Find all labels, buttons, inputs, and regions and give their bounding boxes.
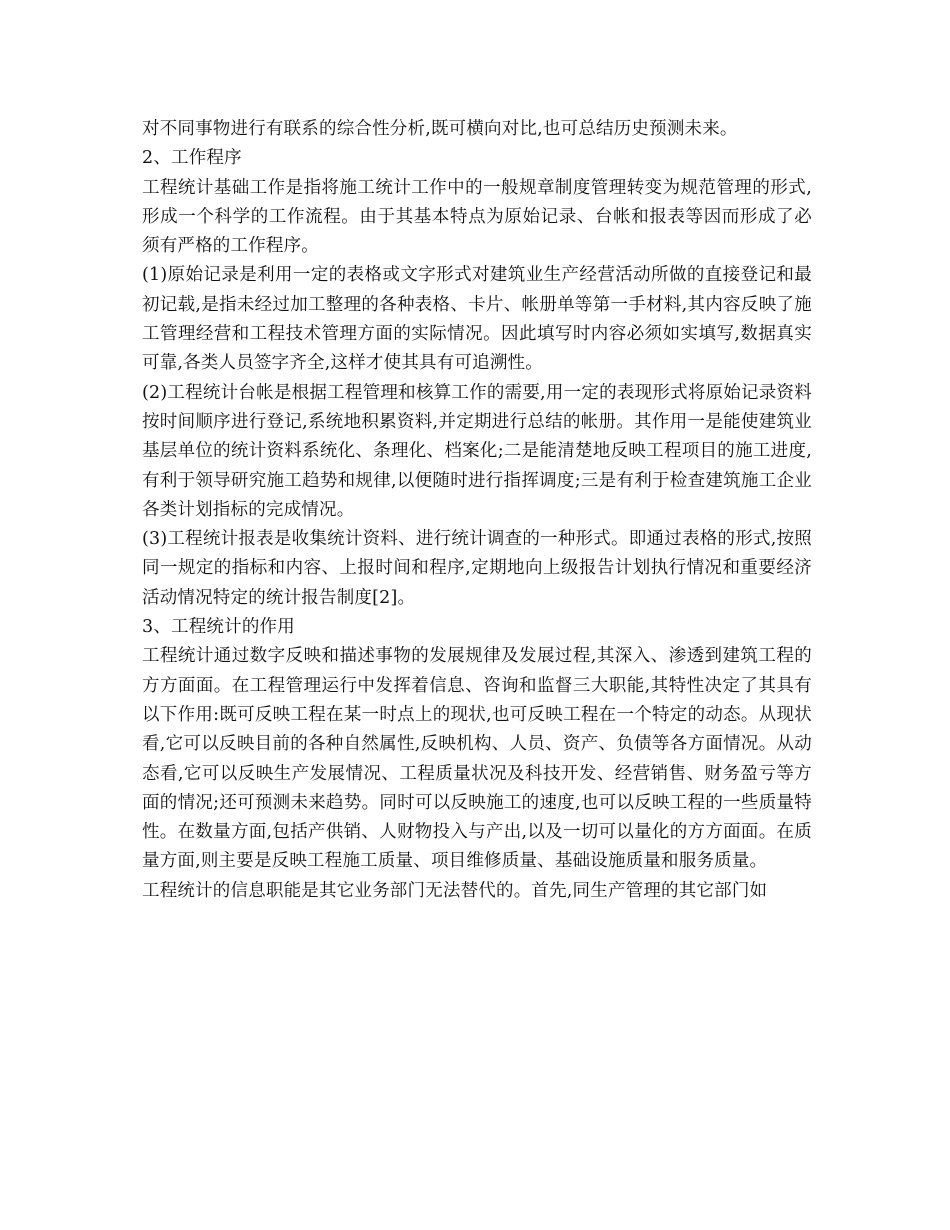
paragraph-basic-work: 工程统计基础工作是指将施工统计工作中的一般规章制度管理转变为规范管理的形式,形成一个科学的工作流程。由于其基本特点为原始记录、台帐和报表等因而形成了必须有严格的工作程序。 [142, 177, 812, 257]
paragraph-statistical-reports: (3)工程统计报表是收集统计资料、进行统计调查的一种形式。即通过表格的形式,按照同一规定的指标和内容、上报时间和程序,定期地向上级报告计划执行情况和重要经济活动情况特定的统计报告制度[2]。 [142, 529, 812, 608]
document-body [142, 115, 812, 906]
section-heading-role-of-statistics: 3、工程统计的作用 [142, 617, 295, 638]
paragraph-information-function: 工程统计的信息职能是其它业务部门无法替代的。首先,同生产管理的其它部门如 [142, 880, 768, 901]
paragraph-statistical-ledger: (2)工程统计台帐是根据工程管理和核算工作的需要,用一定的表现形式将原始记录资料按时间顺序进行登记,系统地积累资料,并定期进行总结的帐册。其作用一是能使建筑业基层单位的统计资料系统化、条理化、档案化;二是能清楚地反映工程项目的施工进度,有利于领导研究施工趋势和规律,以便随时进行指挥调度;三是有利于检查建筑施工企业各类计划指标的完成情况。 [142, 382, 812, 520]
section-heading-work-procedure: 2、工作程序 [142, 148, 242, 169]
paragraph-original-records: (1)原始记录是利用一定的表格或文字形式对建筑业生产经营活动所做的直接登记和最初记载,是指未经过加工整理的各种表格、卡片、帐册单等第一手材料,其内容反映了施工管理经营和工程技术管理方面的实际情况。因此填写时内容必须如实填写,数据真实可靠,各类人员签字齐全,这样才使其具有可追溯性。 [142, 265, 812, 374]
paragraph-role-description: 工程统计通过数字反映和描述事物的发展规律及发展过程,其深入、渗透到建筑工程的方方面面。在工程管理运行中发挥着信息、咨询和监督三大职能,其特性决定了其具有以下作用:既可反映工程在某一时点上的现状,也可反映工程在一个特定的动态。从现状看,它可以反映目前的各种自然属性,反映机构、人员、资产、负债等各方面情况。从动态看,它可以反映生产发展情况、工程质量状况及科技开发、经营销售、财务盈亏等方面的情况;还可预测未来趋势。同时可以反映施工的速度,也可以反映工程的一些质量特性。在数量方面,包括产供销、人财物投入与产出,以及一切可以量化的方方面面。在质量方面,则主要是反映工程施工质量、项目维修质量、基础设施质量和服务质量。 [142, 646, 812, 872]
paragraph-analysis-continued: 对不同事物进行有联系的综合性分析,既可横向对比,也可总结历史预测未来。 [142, 119, 738, 139]
